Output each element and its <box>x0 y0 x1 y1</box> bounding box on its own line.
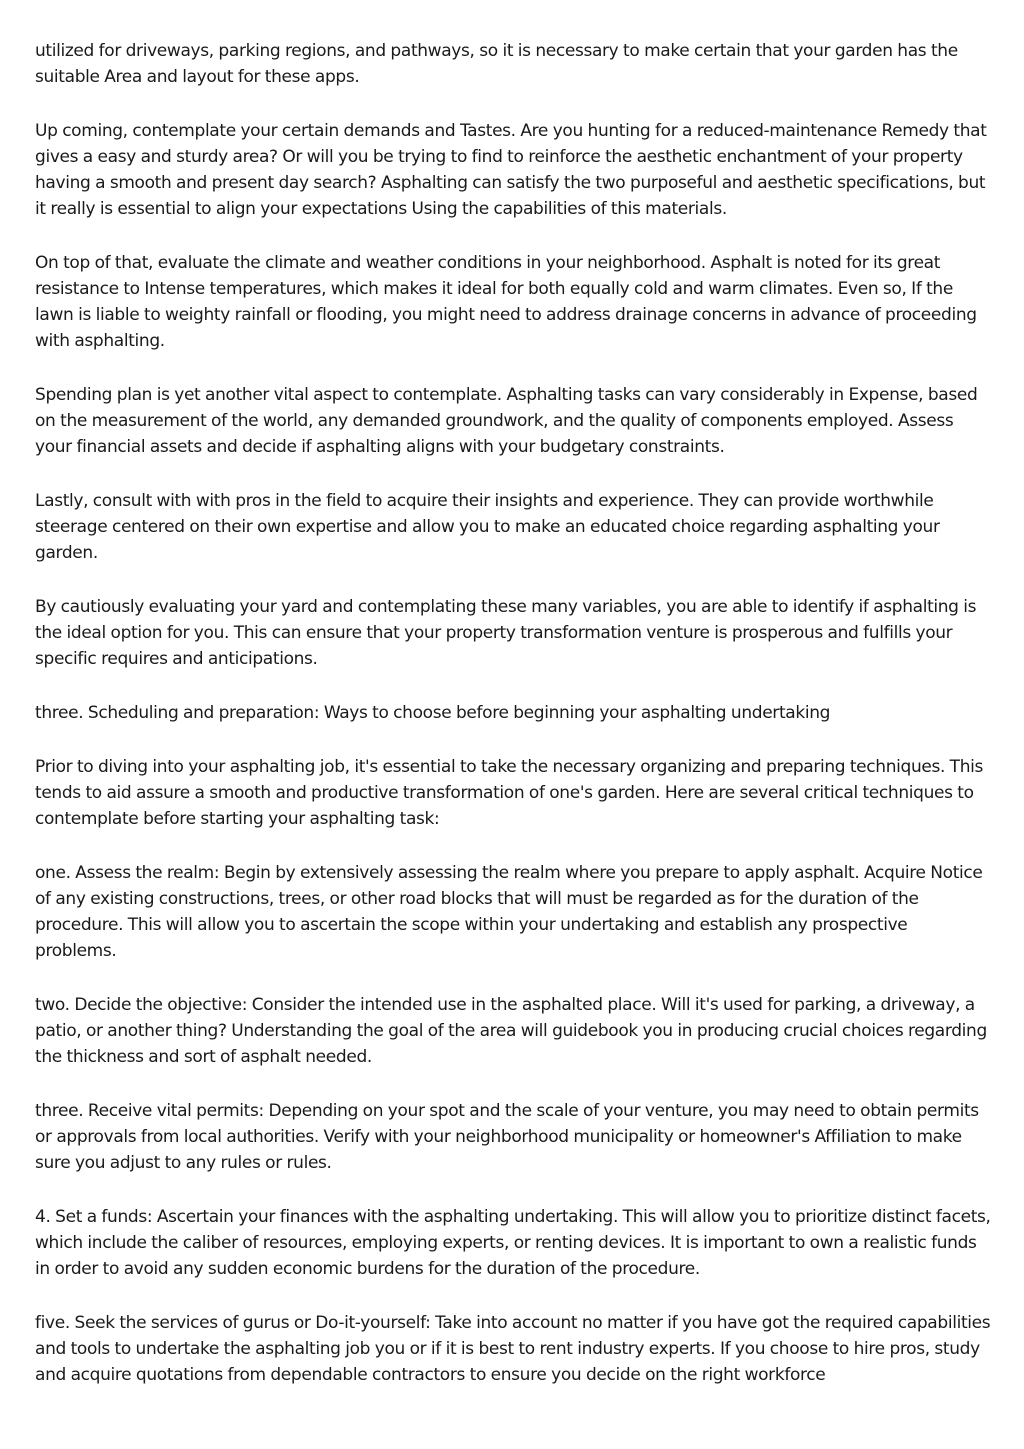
list-item-assess-realm: one. Assess the realm: Begin by extensively assessing the realm where you prepare to apply asphalt. Acquire Notice of any existing constructions, trees, or other road blocks that will must be regarded as for the duration of the procedure. This will allow you to ascertain the scope within your undertaking and establish any prospective problems. <box>35 863 983 961</box>
paragraph-demands: Up coming, contemplate your certain demands and Tastes. Are you hunting for a reduced-maintenance Remedy that gives a easy and sturdy area? Or will you be trying to find to reinforce the aesthetic enchantment of your property having a smooth and present day search? Asphalting can satisfy the two purposeful and aesthetic specifications, but it really is essential to align your expectations Using the capabilities of this materials. <box>35 121 987 219</box>
list-item-decide-objective: two. Decide the objective: Consider the intended use in the asphalted place. Will it's used for parking, a driveway, a patio, or another thing? Understanding the goal of the area will guidebook you in producing crucial choices regarding the thickness and sort of asphalt needed. <box>35 995 987 1067</box>
list-item-funds: 4. Set a funds: Ascertain your finances with the asphalting undertaking. This will allow you to prioritize distinct facets, which include the caliber of resources, employing experts, or renting devices. It is important to own a realistic funds in order to avoid any sudden economic burdens for the duration of the procedure. <box>35 1207 991 1279</box>
paragraph-driveways: utilized for driveways, parking regions, and pathways, so it is necessary to make certain that your garden has the suitable Area and layout for these apps. <box>35 41 958 87</box>
document-body <box>35 38 993 1416</box>
list-item-permits: three. Receive vital permits: Depending on your spot and the scale of your venture, you may need to obtain permits or approvals from local authorities. Verify with your neighborhood municipality or homeowner's Affiliation to make sure you adjust to any rules or rules. <box>35 1101 979 1173</box>
paragraph-climate: On top of that, evaluate the climate and weather conditions in your neighborhood. Asphalt is noted for its great resistance to Intense temperatures, which makes it ideal for both equally cold and warm climates. Even so, If the lawn is liable to weighty rainfall or flooding, you might need to address drainage concerns in advance of proceeding with asphalting. <box>35 253 977 351</box>
paragraph-evaluating: By cautiously evaluating your yard and contemplating these many variables, you are able to identify if asphalting is the ideal option for you. This can ensure that your property transformation venture is prosperous and fulfills your specific requires and anticipations. <box>35 597 977 669</box>
section-heading-scheduling: three. Scheduling and preparation: Ways to choose before beginning your asphalting undertaking <box>35 703 831 723</box>
list-item-hire-or-diy: five. Seek the services of gurus or Do-it-yourself: Take into account no matter if you have got the required capabilities and tools to undertake the asphalting job you or if it is best to rent industry experts. If you choose to hire pros, study and acquire quotations from dependable contractors to ensure you decide on the right workforce <box>35 1313 991 1385</box>
paragraph-prior-to-diving: Prior to diving into your asphalting job, it's essential to take the necessary organizing and preparing techniques. This tends to aid assure a smooth and productive transformation of one's garden. Here are several critical techniques to contemplate before starting your asphalting task: <box>35 757 984 829</box>
paragraph-consult-pros: Lastly, consult with with pros in the field to acquire their insights and experience. They can provide worthwhile steerage centered on their own expertise and allow you to make an educated choice regarding asphalting your garden. <box>35 491 940 563</box>
paragraph-budget: Spending plan is yet another vital aspect to contemplate. Asphalting tasks can vary considerably in Expense, based on the measurement of the world, any demanded groundwork, and the quality of components employed. Assess your financial assets and decide if asphalting aligns with your budgetary constraints. <box>35 385 978 457</box>
